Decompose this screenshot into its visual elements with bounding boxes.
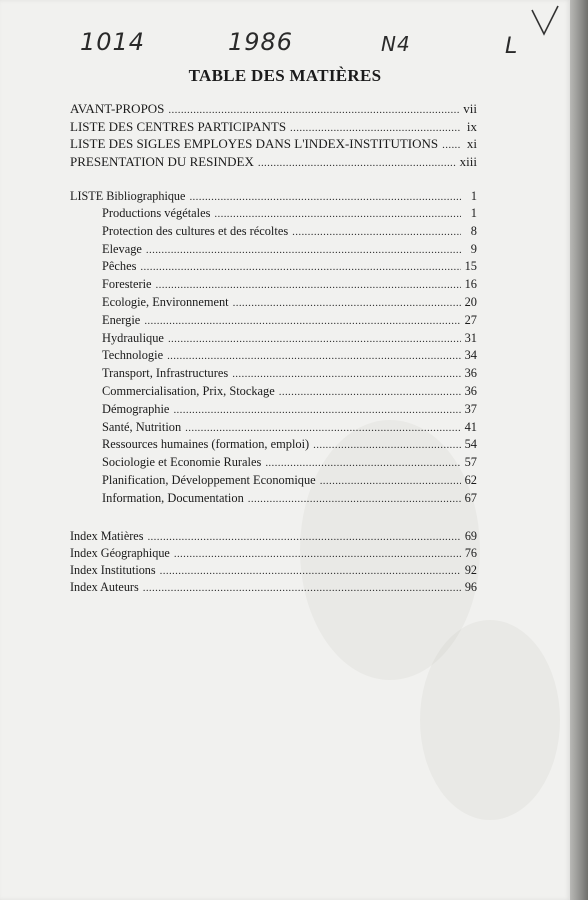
toc-entry <box>70 135 477 153</box>
toc-entry-page: 57 <box>464 455 477 470</box>
toc-entry-page: 9 <box>470 241 477 256</box>
toc-entry <box>70 258 477 276</box>
toc-entry-page: xiii <box>459 153 477 169</box>
toc-entry-label: Santé, Nutrition <box>102 419 182 434</box>
toc-entry-page: 1 <box>470 189 477 203</box>
toc-entry-page: 15 <box>464 259 477 274</box>
toc-entry-label: Index Matières <box>70 528 144 543</box>
toc-entry <box>70 276 477 294</box>
front-matter-list <box>70 100 477 170</box>
dot-leader <box>144 312 460 331</box>
toc-entry-page: 62 <box>464 472 477 487</box>
dot-leader <box>173 401 460 420</box>
toc-entry-page: 76 <box>464 545 477 560</box>
toc-entry-label: Elevage <box>102 241 142 256</box>
toc-entry-label: Commercialisation, Prix, Stockage <box>102 383 275 398</box>
toc-entry <box>70 347 477 365</box>
dot-leader <box>258 153 456 173</box>
toc-entry-label: LISTE Bibliographique <box>70 189 186 203</box>
toc-entry-page: 36 <box>464 366 477 381</box>
toc-entry <box>70 383 477 401</box>
toc-entry-page: xi <box>466 136 477 151</box>
toc-entry-page: 67 <box>464 490 477 505</box>
dot-leader <box>147 528 460 546</box>
toc-entry-label: Transport, Infrastructures <box>102 366 229 381</box>
handwritten-number: 1014 <box>80 28 146 56</box>
toc-entry-label: Ressources humaines (formation, emploi) <box>102 437 310 452</box>
handwritten-year: 1986 <box>228 28 294 56</box>
dot-leader <box>143 579 461 597</box>
toc-entry-label: PRESENTATION DU RESINDEX <box>70 153 254 169</box>
toc-entry-label: Pêches <box>102 259 137 274</box>
page-edge <box>570 0 588 900</box>
toc-entry <box>70 562 477 579</box>
toc-entry <box>70 545 477 562</box>
toc-entry <box>70 100 477 118</box>
toc-entry <box>70 472 477 490</box>
toc-entry-label: AVANT-PROPOS <box>70 101 165 116</box>
toc-entry-label: Index Institutions <box>70 562 156 577</box>
toc-entry-label: Sociologie et Economie Rurales <box>102 455 262 470</box>
dot-leader <box>167 347 461 366</box>
toc-entry-label: Technologie <box>102 348 164 363</box>
toc-entry-page: 8 <box>470 223 477 238</box>
dot-leader <box>232 365 460 384</box>
toc-entry-page: 1 <box>470 206 477 220</box>
toc-entry <box>70 454 477 472</box>
toc-entry-page: 96 <box>464 579 477 594</box>
handwritten-issue: N4 <box>381 32 411 56</box>
dot-leader <box>313 436 460 455</box>
dot-leader <box>156 276 461 295</box>
toc-entry <box>70 205 477 223</box>
dot-leader <box>214 205 461 224</box>
toc-entry-label: LISTE DES CENTRES PARTICIPANTS <box>70 118 287 134</box>
toc-entry-label: Planification, Développement Economique <box>102 472 316 487</box>
toc-entry <box>70 528 477 545</box>
toc-entry-page: vii <box>463 101 477 116</box>
toc-entry <box>70 365 477 383</box>
index-list <box>70 528 477 596</box>
dot-leader <box>248 490 461 509</box>
dot-leader <box>279 383 461 402</box>
toc-entry-label: LISTE DES SIGLES EMPLOYES DANS L'INDEX-INSTITUTIONS <box>70 136 439 151</box>
toc-entry <box>70 153 477 171</box>
dot-leader <box>292 223 461 242</box>
toc-entry-label: Information, Documentation <box>102 490 244 505</box>
toc-entry-page: 41 <box>464 419 477 434</box>
toc-entry-page: 34 <box>464 348 477 363</box>
dot-leader <box>160 562 461 580</box>
dot-leader <box>140 258 460 277</box>
dot-leader <box>174 545 461 563</box>
toc-entry-page: 20 <box>464 294 477 309</box>
toc-entry-page: 27 <box>464 312 477 327</box>
toc-entry <box>70 401 477 419</box>
toc-entry-page: ix <box>466 118 477 134</box>
toc-entry-label: Démographie <box>102 401 170 416</box>
toc-entry <box>70 490 477 508</box>
toc-entry-page: 54 <box>464 437 477 452</box>
toc-entry <box>70 419 477 437</box>
toc-entry-label: Index Géographique <box>70 545 170 560</box>
toc-entry <box>70 330 477 348</box>
toc-entry <box>70 223 477 241</box>
toc-entry <box>70 118 477 136</box>
page-title: TABLE DES MATIÈRES <box>188 66 382 85</box>
page-stain <box>420 620 560 820</box>
toc-entry <box>70 294 477 312</box>
pen-mark-icon <box>528 4 568 44</box>
dot-leader <box>189 188 461 206</box>
toc-entry-page: 92 <box>464 562 477 577</box>
toc-entry-page: 36 <box>464 383 477 398</box>
toc-entry <box>70 188 477 205</box>
toc-entry-label: Ecologie, Environnement <box>102 294 229 309</box>
section-list <box>70 205 477 508</box>
dot-leader <box>320 472 461 491</box>
toc-entry-label: Productions végétales <box>102 206 211 220</box>
toc-entry-page: 16 <box>464 277 477 292</box>
toc-entry <box>70 312 477 330</box>
dot-leader <box>185 419 460 438</box>
dot-leader <box>233 294 461 313</box>
toc-entry <box>70 241 477 259</box>
toc-entry-label: Hydraulique <box>102 330 164 345</box>
bibliography-entry <box>70 188 477 205</box>
toc-entry-label: Foresterie <box>102 277 152 292</box>
toc-entry-label: Energie <box>102 312 141 327</box>
toc-entry-label: Index Auteurs <box>70 579 139 594</box>
toc-entry-page: 37 <box>464 401 477 416</box>
dot-leader <box>265 454 460 473</box>
toc-entry <box>70 436 477 454</box>
dot-leader <box>168 330 461 349</box>
toc-entry <box>70 579 477 596</box>
toc-entry-page: 31 <box>464 330 477 345</box>
handwritten-letter: L <box>505 34 519 59</box>
toc-entry-label: Protection des cultures et des récoltes <box>102 223 289 238</box>
table-of-contents <box>70 100 477 596</box>
dot-leader <box>146 241 461 260</box>
toc-entry-page: 69 <box>464 528 477 543</box>
